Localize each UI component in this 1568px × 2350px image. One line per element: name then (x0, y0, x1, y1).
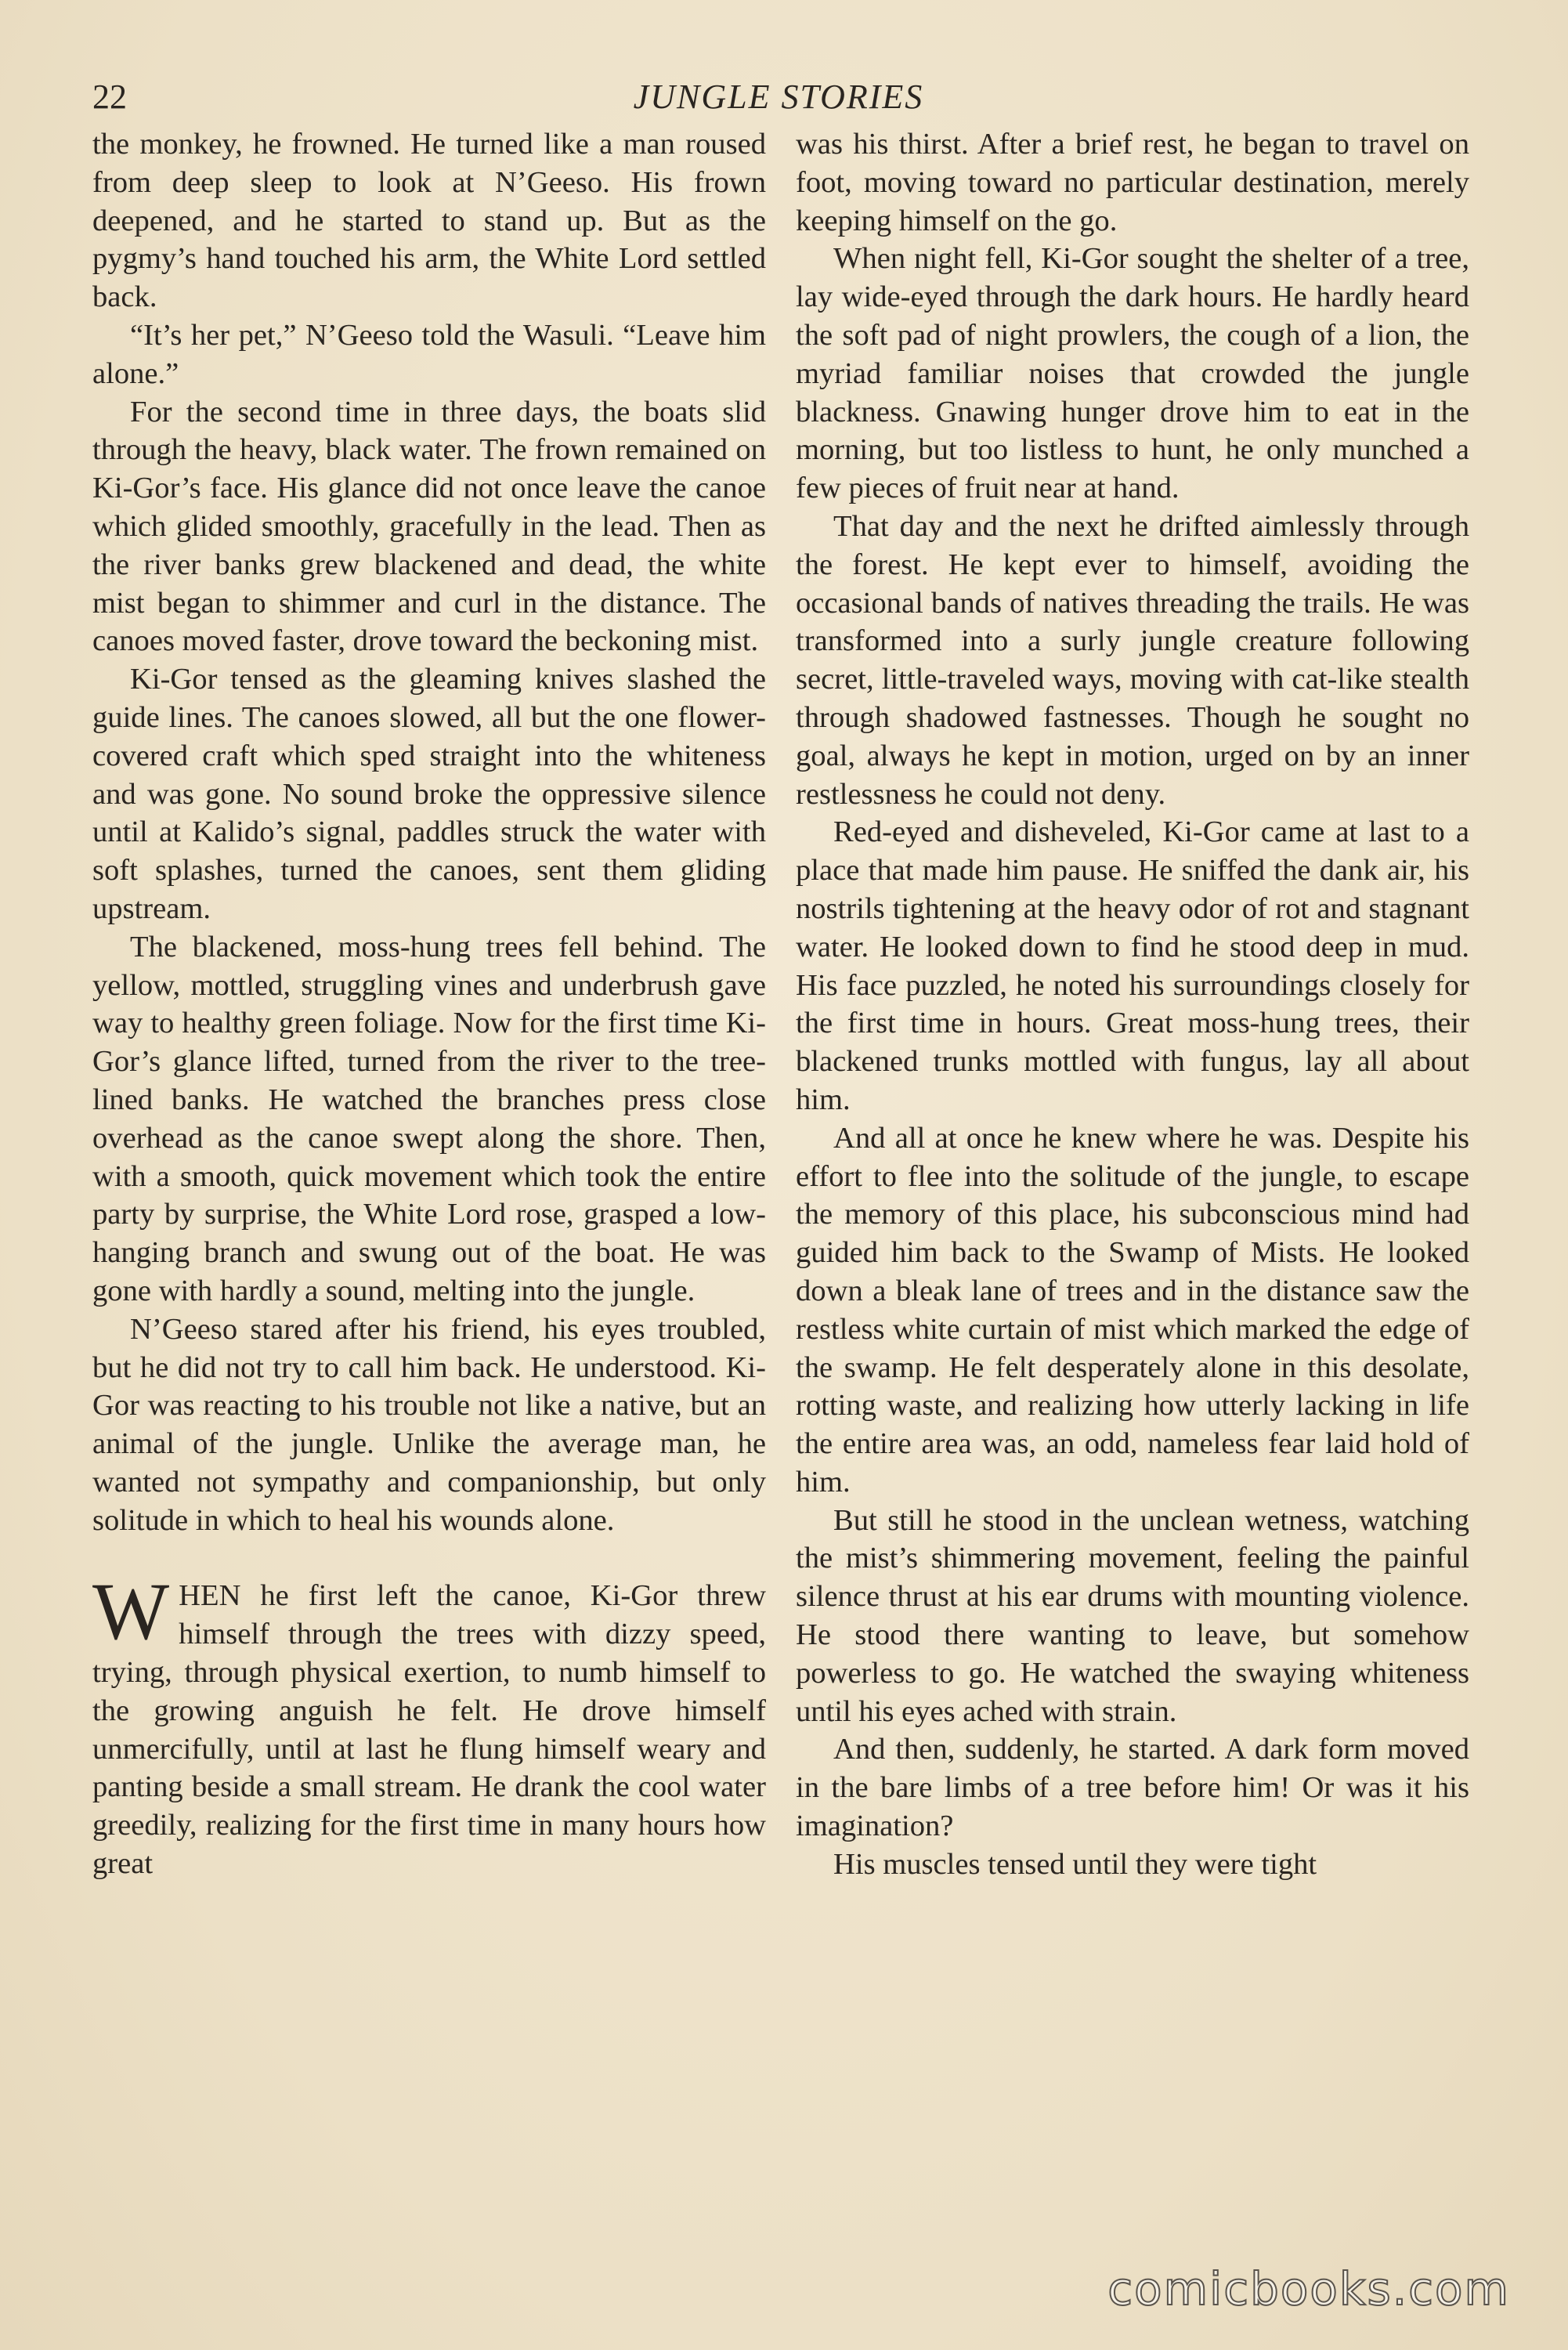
paragraph: His muscles tensed until they were tight (833, 1847, 1317, 1881)
running-title: JUNGLE STORIES (633, 78, 924, 116)
page-number: 22 (92, 78, 127, 116)
paragraph: Ki-Gor tensed as the gleaming knives slashed the guide lines. The canoes slowed, all but the one flower-covered craft which sped straight into the whiteness and was gone. No sound broke the oppressive silence until at Kalido’s signal, paddles struck the water with soft splashes, turned the canoes, sent them gliding upstream. (92, 663, 766, 925)
paragraph: And all at once he knew where he was. Despite his effort to flee into the solitude of the jungle, to escape the memory of this place, his subconscious mind had guided him back to the Swamp of Mists. He looked down a bleak lane of trees and in the distance saw the restless white curtain of mist which marked the edge of the swamp. He felt desperately alone in this desolate, rotting waste, and realizing how utterly lacking in life the entire area was, an odd, nameless fear laid hold of him. (796, 1121, 1469, 1499)
paragraph: For the second time in three days, the boats slid through the heavy, black water. The frown remained on Ki-Gor’s face. His glance did not once leave the canoe which glided smoothly, gracefully in the lead. Then as the river banks grew blackened and dead, the white mist began to shimmer and curl in the distance. The canoes moved faster, drove toward the beckoning mist. (92, 395, 766, 658)
paragraph: was his thirst. After a brief rest, he began to travel on foot, moving toward no particular destination, merely keeping himself on the go. (796, 128, 1469, 237)
site-watermark: comicbooks.com (1107, 2262, 1510, 2316)
paragraph: That day and the next he drifted aimlessly through the forest. He kept ever to himself, avoiding the occasional bands of natives threading the trails. He was transformed into a surly jungle creature following secret, little-traveled ways, moving with cat-like stealth through shadowed fastnesses. Though he sought no goal, always he kept in motion, urged on by an inner restlessness he could not deny. (796, 509, 1469, 811)
drop-cap: W (92, 1567, 170, 1658)
paragraph: N’Geeso stared after his friend, his eyes troubled, but he did not try to call him back. He understood. Ki-Gor was reacting to his trouble not like a native, but an animal of the jungle. Unlike the average man, he wanted not sympathy and companionship, but only solitude in which to heal his wounds alone. (92, 1312, 766, 1537)
paragraph: And then, suddenly, he started. A dark form moved in the bare limbs of a tree before him! Or was it his imagination? (796, 1733, 1469, 1843)
section-text: HEN he first left the canoe, Ki-Gor threw himself through the trees with dizzy speed, trying, through physical exertion, to numb himself to the growing anguish he felt. He drove himself unmercifully, until at last he flung himself weary and panting beside a small stream. He drank the cool water greedily, realizing for the first time in many hours how great (92, 1579, 766, 1881)
paragraph: When night fell, Ki-Gor sought the shelter of a tree, lay wide-eyed through the dark hours. He hardly heard the soft pad of night prowlers, the cough of a lion, the myriad familiar noises that crowded the jungle blackness. Gnawing hunger drove him to eat in the morning, but too listless to hunt, he only munched a few pieces of fruit near at hand. (796, 242, 1469, 505)
left-column (92, 125, 766, 1883)
right-column (796, 125, 1469, 1884)
paragraph: Red-eyed and disheveled, Ki-Gor came at last to a place that made him pause. He sniffed the dank air, his nostrils tightening at the heavy odor of rot and stagnant water. He looked down to find he stood deep in mud. His face puzzled, he noted his surroundings closely for the first time in hours. Great moss-hung trees, their blackened trunks mottled with fungus, lay all about him. (796, 815, 1469, 1116)
paragraph: The blackened, moss-hung trees fell behind. The yellow, mottled, struggling vines and underbrush gave way to healthy green foliage. Now for the first time Ki-Gor’s glance lifted, turned from the river to the tree-lined banks. He watched the branches press close overhead as the canoe swept along the shore. Then, with a smooth, quick movement which took the entire party by surprise, the White Lord rose, grasped a low-hanging branch and swung out of the boat. He was gone with hardly a sound, melting into the jungle. (92, 930, 766, 1307)
paragraph: “It’s her pet,” N’Geeso told the Wasuli. “Leave him alone.” (92, 318, 766, 390)
section-start-paragraph (92, 1567, 766, 1882)
paragraph: the monkey, he frowned. He turned like a man roused from deep sleep to look at N’Geeso. His frown deepened, and he started to stand up. But as the pygmy’s hand touched his arm, the White Lord settled back. (92, 128, 766, 314)
page-header (92, 74, 1465, 121)
paragraph: But still he stood in the unclean wetness, watching the mist’s shimmering movement, feeling the painful silence thrust at his ear drums with mounting violence. He stood there wanting to leave, but somehow powerless to go. He watched the swaying whiteness until his eyes ached with strain. (796, 1503, 1469, 1728)
